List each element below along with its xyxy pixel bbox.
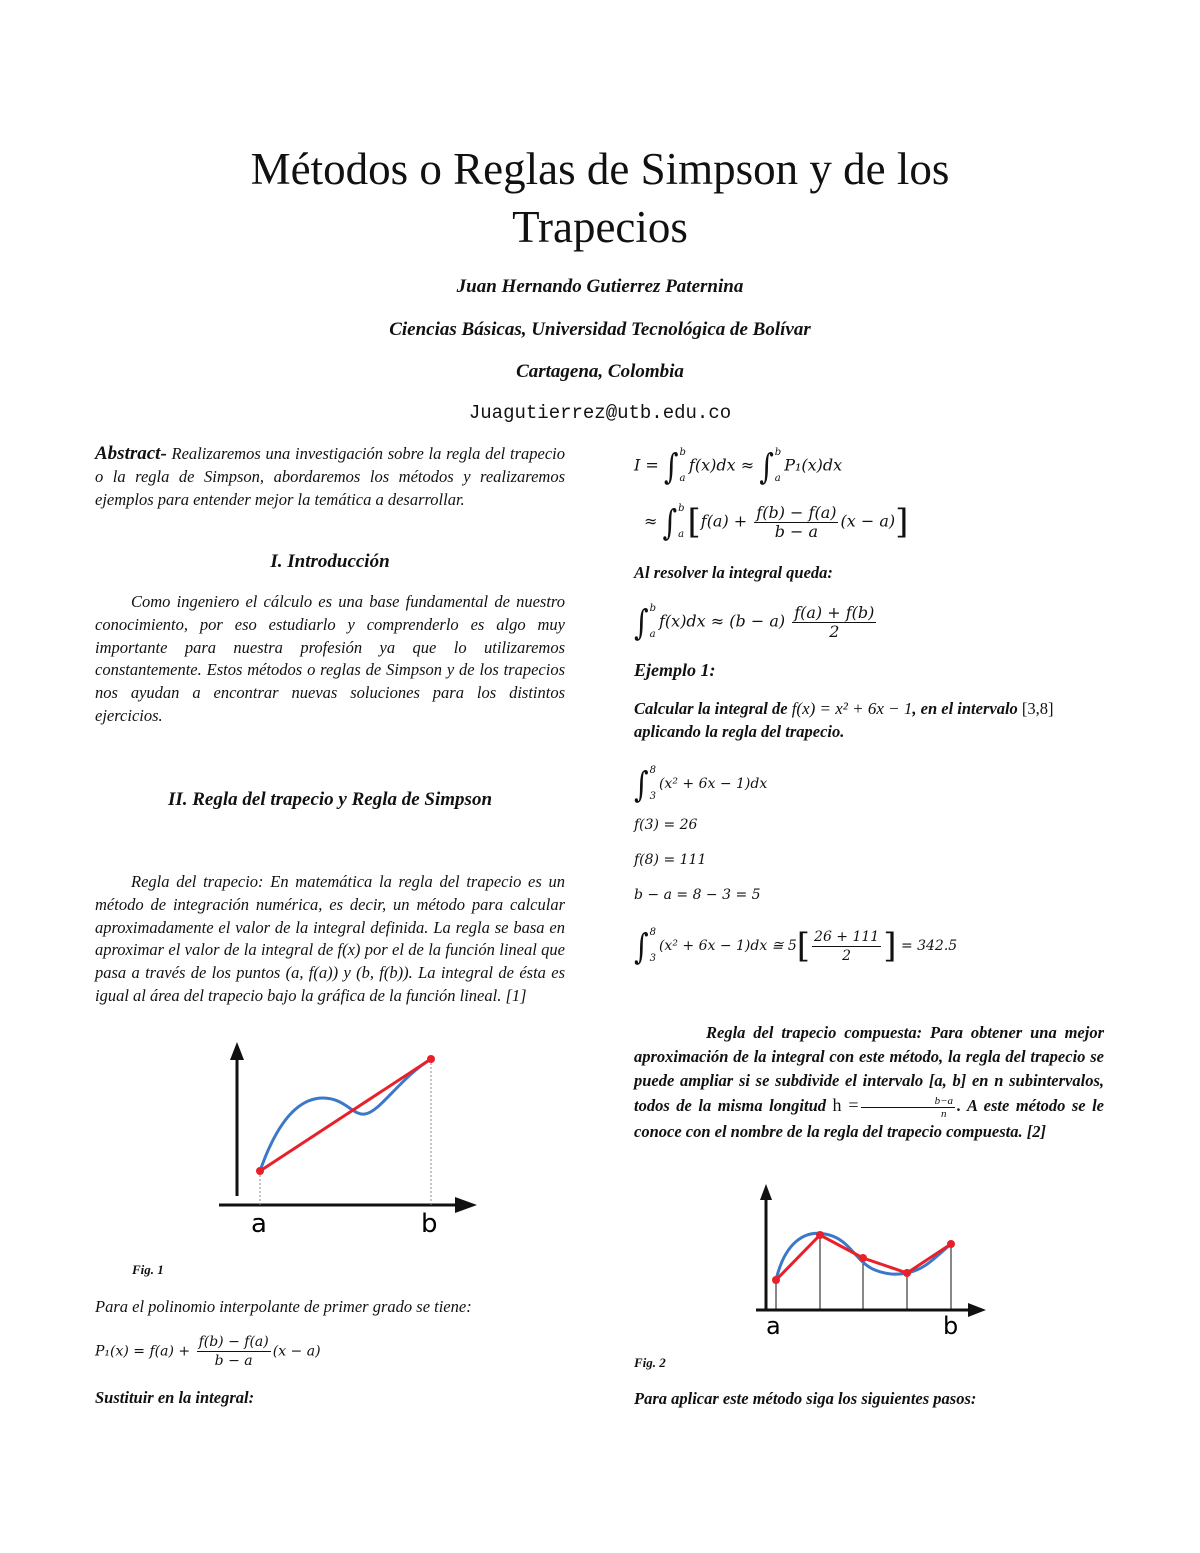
fig2-node-2 bbox=[859, 1254, 867, 1262]
example-f8: f(8) = 111 bbox=[634, 852, 707, 868]
example-text-1: Calcular la integral de bbox=[634, 699, 792, 718]
example-text-3: aplicando la regla del trapecio. bbox=[634, 721, 845, 741]
comp-text-1: Regla del trapecio compuesta: Para obtener una mejor aproximación de la integral con este método, la regla del trapecio se puede ampliar si se subdivide el intervalo [a, b] en n subintervalos, todos de la misma longitud bbox=[634, 1023, 1104, 1115]
right-bracket-icon: ] bbox=[883, 926, 897, 966]
eq1-lhs: I = bbox=[634, 455, 659, 475]
fig1-secant-line bbox=[260, 1059, 431, 1171]
ex-result-limit-bottom: 3 bbox=[649, 953, 656, 964]
fig2-node-4 bbox=[947, 1240, 955, 1248]
poly-rhs: (x − a) bbox=[272, 1343, 321, 1360]
fig1-point-b bbox=[427, 1055, 435, 1063]
integral-equation-1 bbox=[634, 440, 842, 492]
section-heading-introduction: I. Introducción bbox=[270, 551, 390, 572]
eq3-denominator: 2 bbox=[792, 622, 876, 641]
eq2-limit-bottom: a bbox=[678, 529, 685, 540]
fig2-node-0 bbox=[772, 1276, 780, 1284]
comp-h-denominator: n bbox=[861, 1107, 955, 1120]
intro-paragraph: Como ingeniero el cálculo es una base fundamental de nuestro conocimiento, por eso estudiarlo y comprenderlo es algo muy importante para nuestra profesión ya que lo utilizaremos constantemente. Estos métodos o reglas de Simpson y de los trapecios nos ayudan a encontrar nuevas soluciones para los distintos ejercicios. bbox=[95, 592, 565, 725]
integral-sign-icon: ∫ bbox=[663, 445, 679, 487]
poly-intro-text: Para el polinomio interpolante de primer grado se tiene: bbox=[95, 1297, 472, 1316]
eq2-limit-top: b bbox=[678, 503, 685, 514]
paper-title bbox=[0, 140, 1200, 256]
example-f3: f(3) = 26 bbox=[634, 817, 698, 833]
eq3-numerator: f(a) + f(b) bbox=[794, 602, 875, 622]
example-1-statement bbox=[634, 698, 1104, 744]
title-line-1: Métodos o Reglas de Simpson y de los bbox=[250, 144, 950, 194]
left-bracket-icon: [ bbox=[796, 926, 811, 966]
abstract bbox=[95, 443, 565, 511]
comp-text-2: . A este método se le conoce con el nombre de la regla del trapecio compuesta. [2] bbox=[634, 1096, 1104, 1141]
ex-result-fraction bbox=[812, 928, 881, 965]
section-heading-trapecio-simpson: II. Regla del trapecio y Regla de Simpson bbox=[167, 789, 493, 810]
eq1-mid: f(x)dx ≈ bbox=[688, 455, 755, 475]
ex-result-limits bbox=[650, 920, 656, 972]
example-1-title: Ejemplo 1: bbox=[634, 660, 716, 680]
fig2-label-a: a bbox=[766, 1312, 781, 1340]
eq1-limit-bottom: a bbox=[679, 473, 686, 484]
author-email[interactable]: Juagutierrez@utb.edu.co bbox=[468, 402, 732, 424]
integral-sign-icon: ∫ bbox=[662, 501, 678, 543]
author-name: Juan Hernando Gutierrez Paternina bbox=[456, 276, 744, 297]
integral-sign-icon: ∫ bbox=[634, 601, 649, 643]
fig2-label-b: b bbox=[943, 1312, 959, 1340]
author-location: Cartagena, Colombia bbox=[516, 361, 684, 382]
ex-result-lhs: (x² + 6x − 1)dx ≅ 5 bbox=[658, 938, 797, 954]
fig2-node-1 bbox=[816, 1231, 824, 1239]
ex-limits bbox=[650, 758, 656, 810]
fig1-caption: Fig. 1 bbox=[132, 1262, 164, 1277]
resolve-text: Al resolver la integral queda: bbox=[634, 563, 833, 582]
eq1-limits-2 bbox=[775, 440, 781, 492]
eq1-rhs: P₁(x)dx bbox=[784, 455, 843, 475]
integral-sign-icon: ∫ bbox=[634, 925, 649, 967]
comp-h: h = bbox=[832, 1095, 859, 1115]
eq2-numerator: f(b) − f(a) bbox=[756, 502, 837, 522]
ex-integrand: (x² + 6x − 1)dx bbox=[658, 776, 768, 792]
fig2-y-axis-arrow bbox=[760, 1184, 772, 1200]
author-affiliation: Ciencias Básicas, Universidad Tecnológica de Bolívar bbox=[389, 319, 811, 340]
abstract-label: Abstract- bbox=[95, 443, 167, 464]
eq2-denominator: b − a bbox=[754, 522, 838, 541]
fig1-y-axis-arrow bbox=[230, 1042, 244, 1060]
eq3-limits bbox=[650, 596, 656, 648]
substitute-text: Sustituir en la integral: bbox=[95, 1388, 255, 1407]
eq3-fraction bbox=[792, 604, 876, 641]
integral-sign-icon: ∫ bbox=[759, 445, 774, 487]
poly-lhs: P₁(x) = f(a) + bbox=[95, 1343, 191, 1360]
eq1-limit-top: b bbox=[679, 447, 686, 458]
steps-text: Para aplicar este método siga los siguientes pasos: bbox=[634, 1389, 977, 1408]
composite-rule-paragraph bbox=[634, 1021, 1104, 1144]
ex-result-numerator: 26 + 111 bbox=[814, 928, 880, 945]
integral-equation-2 bbox=[644, 496, 908, 548]
figure-2-composite-trapezoid bbox=[750, 1182, 990, 1342]
eq2-fraction bbox=[754, 504, 838, 541]
poly-numerator: f(b) − f(a) bbox=[198, 1334, 269, 1350]
trapecio-paragraph: Regla del trapecio: En matemática la regla del trapecio es un método de integración numérica, es decir, un método para calcular aproximadamente el valor de la integral definida. La regla se basa en aproximar el valor de la integral de f(x) por el de la función lineal que pasa a través de los puntos (a, f(a)) y (b, f(b)). La integral de ésta es igual al área del trapecio bajo la gráfica de la función lineal. [1] bbox=[95, 872, 565, 1005]
fig1-point-a bbox=[256, 1167, 264, 1175]
comp-h-numerator: b−a bbox=[934, 1094, 954, 1107]
ex-result-limit-top: 8 bbox=[649, 927, 656, 938]
ex-limit-top: 8 bbox=[649, 765, 656, 776]
fig1-label-a: a bbox=[251, 1209, 267, 1238]
poly-equation bbox=[95, 1333, 321, 1370]
eq2-fa: f(a) + bbox=[700, 511, 748, 531]
eq1-limit-bottom-2: a bbox=[774, 473, 781, 484]
ex-limit-bottom: 3 bbox=[649, 791, 656, 802]
example-b-minus-a: b − a = 8 − 3 = 5 bbox=[634, 887, 761, 903]
fig1-label-b: b bbox=[421, 1209, 438, 1238]
fig1-x-axis-arrow bbox=[455, 1197, 477, 1213]
abstract-text: Realizaremos una investigación sobre la regla del trapecio o la regla de Simpson, abordaremos los métodos y realizaremos ejemplos para entender mejor la temática a desarrollar. bbox=[95, 444, 565, 509]
eq1-limit-top-2: b bbox=[774, 447, 782, 458]
fig2-caption: Fig. 2 bbox=[634, 1355, 666, 1370]
poly-fraction bbox=[197, 1333, 271, 1370]
right-bracket-icon: ] bbox=[895, 502, 909, 542]
left-bracket-icon: [ bbox=[687, 502, 701, 542]
eq3-lhs: f(x)dx ≈ (b − a) bbox=[659, 611, 786, 631]
comp-h-fraction bbox=[861, 1095, 955, 1120]
eq2-limits bbox=[678, 496, 684, 548]
eq1-limits bbox=[680, 440, 686, 492]
example-integral bbox=[634, 758, 767, 810]
integral-sign-icon: ∫ bbox=[634, 763, 649, 805]
ex-result-rhs: = 342.5 bbox=[900, 938, 958, 954]
poly-denominator: b − a bbox=[197, 1351, 271, 1370]
example-text-2: , en el intervalo bbox=[912, 699, 1022, 718]
eq2-tail: (x − a) bbox=[840, 511, 896, 531]
example-function: f(x) = x² + 6x − 1 bbox=[791, 699, 913, 718]
fig2-x-axis-arrow bbox=[968, 1303, 986, 1317]
eq3-limit-top: b bbox=[649, 603, 656, 614]
eq3-limit-bottom: a bbox=[649, 629, 656, 640]
figure-1-trapezoid-rule bbox=[215, 1038, 485, 1238]
title-line-2: Trapecios bbox=[512, 202, 688, 252]
fig2-node-3 bbox=[903, 1269, 911, 1277]
ex-result-denominator: 2 bbox=[812, 946, 881, 965]
eq2-approx: ≈ bbox=[644, 511, 658, 531]
example-interval: [3,8] bbox=[1021, 699, 1054, 718]
integral-equation-3 bbox=[634, 596, 878, 648]
example-result bbox=[634, 920, 957, 972]
